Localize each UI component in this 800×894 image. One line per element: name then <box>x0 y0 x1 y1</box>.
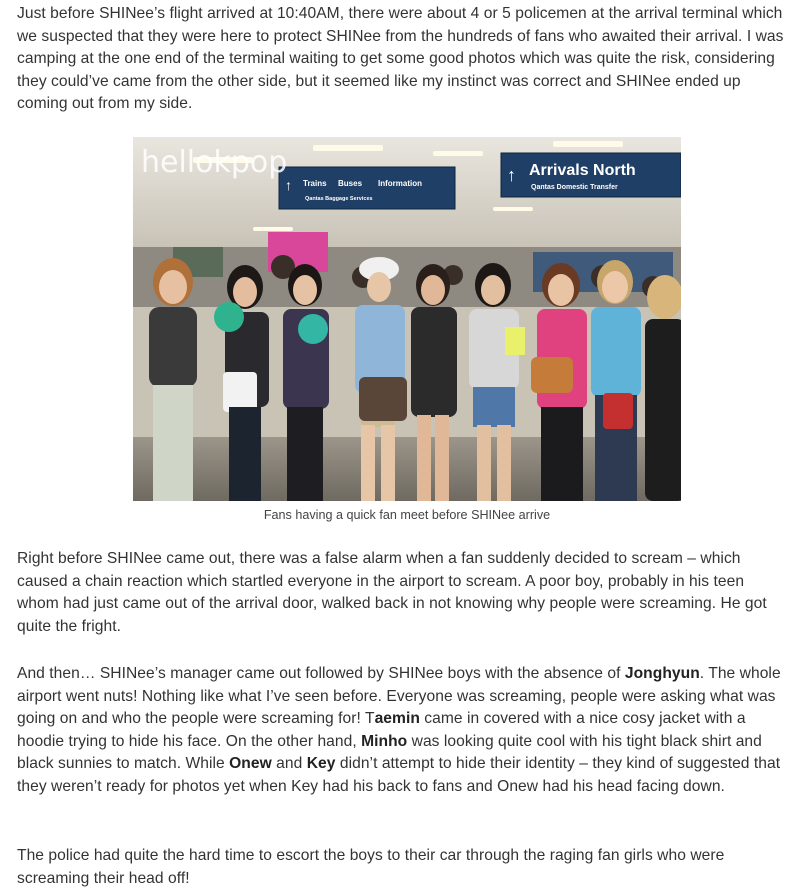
name-key: Key <box>306 755 336 773</box>
photo-caption: Fans having a quick fan meet before SHINee arrive <box>263 508 551 522</box>
svg-text:Trains: Trains <box>303 179 327 188</box>
p3-text-2: . The whole airport went nuts! Nothing like what I’ve seen before. Everyone was screaming, people were asking what was going on and who the people were screaming for! T <box>17 665 781 728</box>
trains-buses-sign <box>279 167 455 209</box>
paragraph-false-alarm: Right before SHINee came out, there was a false alarm when a fan suddenly decided to scream – which caused a chain reaction which startled everyone in the airport to scream. A poor boy, probably in his teen whom had just came out of the arrival door, walked back in not knowing why people were screaming. He got quite the fright. <box>17 550 767 635</box>
p3-text-1: And then… SHINee’s manager came out followed by SHINee boys with the absence of <box>17 665 625 682</box>
arrivals-north-sign <box>501 153 681 197</box>
svg-text:↑: ↑ <box>507 165 516 185</box>
name-minho: Minho <box>361 732 408 750</box>
p3-text-3: came in covered with a nice cosy jacket with a hoodie trying to hide his face. On the other hand, <box>17 710 746 750</box>
svg-text:Information: Information <box>378 179 422 188</box>
svg-text:Buses: Buses <box>338 179 363 188</box>
name-jonghyun: Jonghyun <box>624 665 700 682</box>
paragraph-shinee-arrival <box>17 663 787 799</box>
fan-photo <box>133 137 681 501</box>
svg-text:Arrivals North: Arrivals North <box>529 162 636 179</box>
hellokpop-watermark: hellokpop <box>141 145 288 180</box>
paragraph-police-escort: The police had quite the hard time to escort the boys to their car through the raging fan girls who were screaming their head off! <box>17 847 725 887</box>
svg-text:Qantas Domestic Transfer: Qantas Domestic Transfer <box>531 184 618 191</box>
p3-text-6: didn’t attempt to hide their identity – they kind of suggested that they weren’t ready for photos yet when Key had his back to fans and Onew had his head facing down. <box>17 755 781 795</box>
p3-text-4: was looking quite cool with his tight black shirt and black sunnies to match. While <box>17 732 762 773</box>
p3-text-5: and <box>271 755 307 773</box>
svg-text:Qantas Baggage Services: Qantas Baggage Services <box>305 196 373 202</box>
svg-text:↑: ↑ <box>285 177 292 193</box>
airport-crowd-illustration <box>133 137 681 501</box>
name-taemin: aemin <box>374 710 420 728</box>
paragraph-arrival: Just before SHINee’s flight arrived at 10:40AM, there were about 4 or 5 policemen at the arrival terminal which we suspected that they were here to protect SHINee from the hundreds of fans who awaited their arrival. I was camping at the one end of the terminal waiting to get some good photos which was quite the risk, considering they could’ve came from the other side, but it seemed like my instinct was correct and SHINee ended up coming out from my side. <box>17 5 784 113</box>
name-onew: Onew <box>229 755 272 773</box>
